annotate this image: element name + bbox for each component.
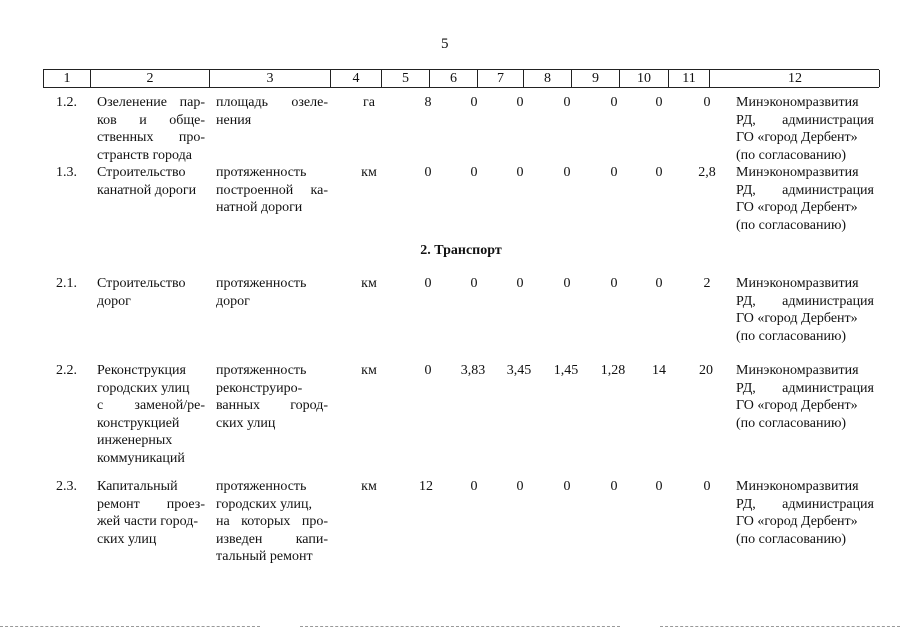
value-cell: 0 [516, 276, 524, 291]
value-cell: 14 [652, 363, 666, 378]
value-cell: 8 [424, 95, 432, 110]
row-responsible: Минэкономразвития РД, администрация ГО «город Дербент» (по согласованию) [736, 165, 874, 233]
value-cell: 0 [470, 276, 478, 291]
row-unit: км [361, 363, 377, 378]
header-cell-3: 3 [209, 70, 330, 87]
row-unit: км [361, 276, 377, 291]
value-cell: 20 [699, 363, 713, 378]
value-cell: 0 [655, 276, 663, 291]
row-name: Озеленение пар- ков и обще- ственных про- странств города [97, 95, 205, 163]
value-cell: 2,8 [698, 165, 716, 180]
row-id: 1.3. [56, 165, 77, 180]
value-cell: 0 [610, 276, 618, 291]
header-cell-4: 4 [330, 70, 381, 87]
value-cell: 0 [610, 95, 618, 110]
page-number: 5 [441, 36, 449, 52]
scan-artifact [660, 626, 900, 628]
header-cell-11: 11 [668, 70, 709, 87]
header-cell-8: 8 [523, 70, 571, 87]
row-unit: км [361, 165, 377, 180]
row-indicator: протяженность реконструиро- ванных город- ских улиц [216, 363, 328, 431]
value-cell: 0 [703, 95, 711, 110]
value-cell: 1,28 [600, 363, 626, 378]
header-cell-12: 12 [709, 70, 880, 87]
header-cell-6: 6 [429, 70, 477, 87]
row-id: 2.3. [56, 479, 77, 494]
header-cell-2: 2 [90, 70, 209, 87]
row-id: 2.2. [56, 363, 77, 378]
row-name: Строительство канатной дороги [97, 165, 197, 198]
row-unit: га [363, 95, 375, 110]
value-cell: 2 [703, 276, 711, 291]
value-cell: 0 [470, 95, 478, 110]
value-cell: 3,45 [506, 363, 532, 378]
scan-artifact [300, 626, 620, 628]
value-cell: 0 [516, 165, 524, 180]
table-header [43, 69, 879, 88]
value-cell: 0 [516, 95, 524, 110]
value-cell: 12 [419, 479, 433, 494]
value-cell: 0 [655, 95, 663, 110]
value-cell: 0 [470, 479, 478, 494]
row-responsible: Минэкономразвития РД, администрация ГО «город Дербент» (по согласованию) [736, 479, 874, 547]
value-cell: 0 [610, 479, 618, 494]
header-cell-1: 1 [43, 70, 90, 87]
row-responsible: Минэкономразвития РД, администрация ГО «город Дербент» (по согласованию) [736, 363, 874, 431]
value-cell: 0 [563, 276, 571, 291]
section-title: 2. Транспорт [420, 243, 502, 258]
row-id: 2.1. [56, 276, 77, 291]
value-cell: 0 [563, 479, 571, 494]
row-indicator: протяженность построенной ка- натной дороги [216, 165, 328, 215]
header-cell-7: 7 [477, 70, 523, 87]
value-cell: 0 [516, 479, 524, 494]
value-cell: 0 [424, 165, 432, 180]
value-cell: 0 [424, 276, 432, 291]
header-cell-9: 9 [571, 70, 619, 87]
header-cell-5: 5 [381, 70, 429, 87]
row-indicator: площадь озеле- нения [216, 95, 328, 128]
value-cell: 0 [610, 165, 618, 180]
row-name: Строительство дорог [97, 276, 186, 309]
row-unit: км [361, 479, 377, 494]
value-cell: 1,45 [553, 363, 579, 378]
row-name: Капитальный ремонт проез- жей части город- ских улиц [97, 479, 205, 547]
row-id: 1.2. [56, 95, 77, 110]
value-cell: 0 [563, 165, 571, 180]
row-responsible: Минэкономразвития РД, администрация ГО «город Дербент» (по согласованию) [736, 95, 874, 163]
value-cell: 3,83 [460, 363, 486, 378]
header-cell-10: 10 [619, 70, 668, 87]
value-cell: 0 [470, 165, 478, 180]
value-cell: 0 [655, 165, 663, 180]
row-indicator: протяженность дорог [216, 276, 307, 309]
value-cell: 0 [655, 479, 663, 494]
value-cell: 0 [424, 363, 432, 378]
scan-artifact [0, 626, 260, 628]
row-indicator: протяженность городских улиц, на которых про- изведен капи- тальный ремонт [216, 479, 328, 564]
row-responsible: Минэкономразвития РД, администрация ГО «город Дербент» (по согласованию) [736, 276, 874, 344]
value-cell: 0 [563, 95, 571, 110]
value-cell: 0 [703, 479, 711, 494]
row-name: Реконструкция городских улиц с заменой/ре- конструкцией инженерных коммуникаций [97, 363, 205, 466]
